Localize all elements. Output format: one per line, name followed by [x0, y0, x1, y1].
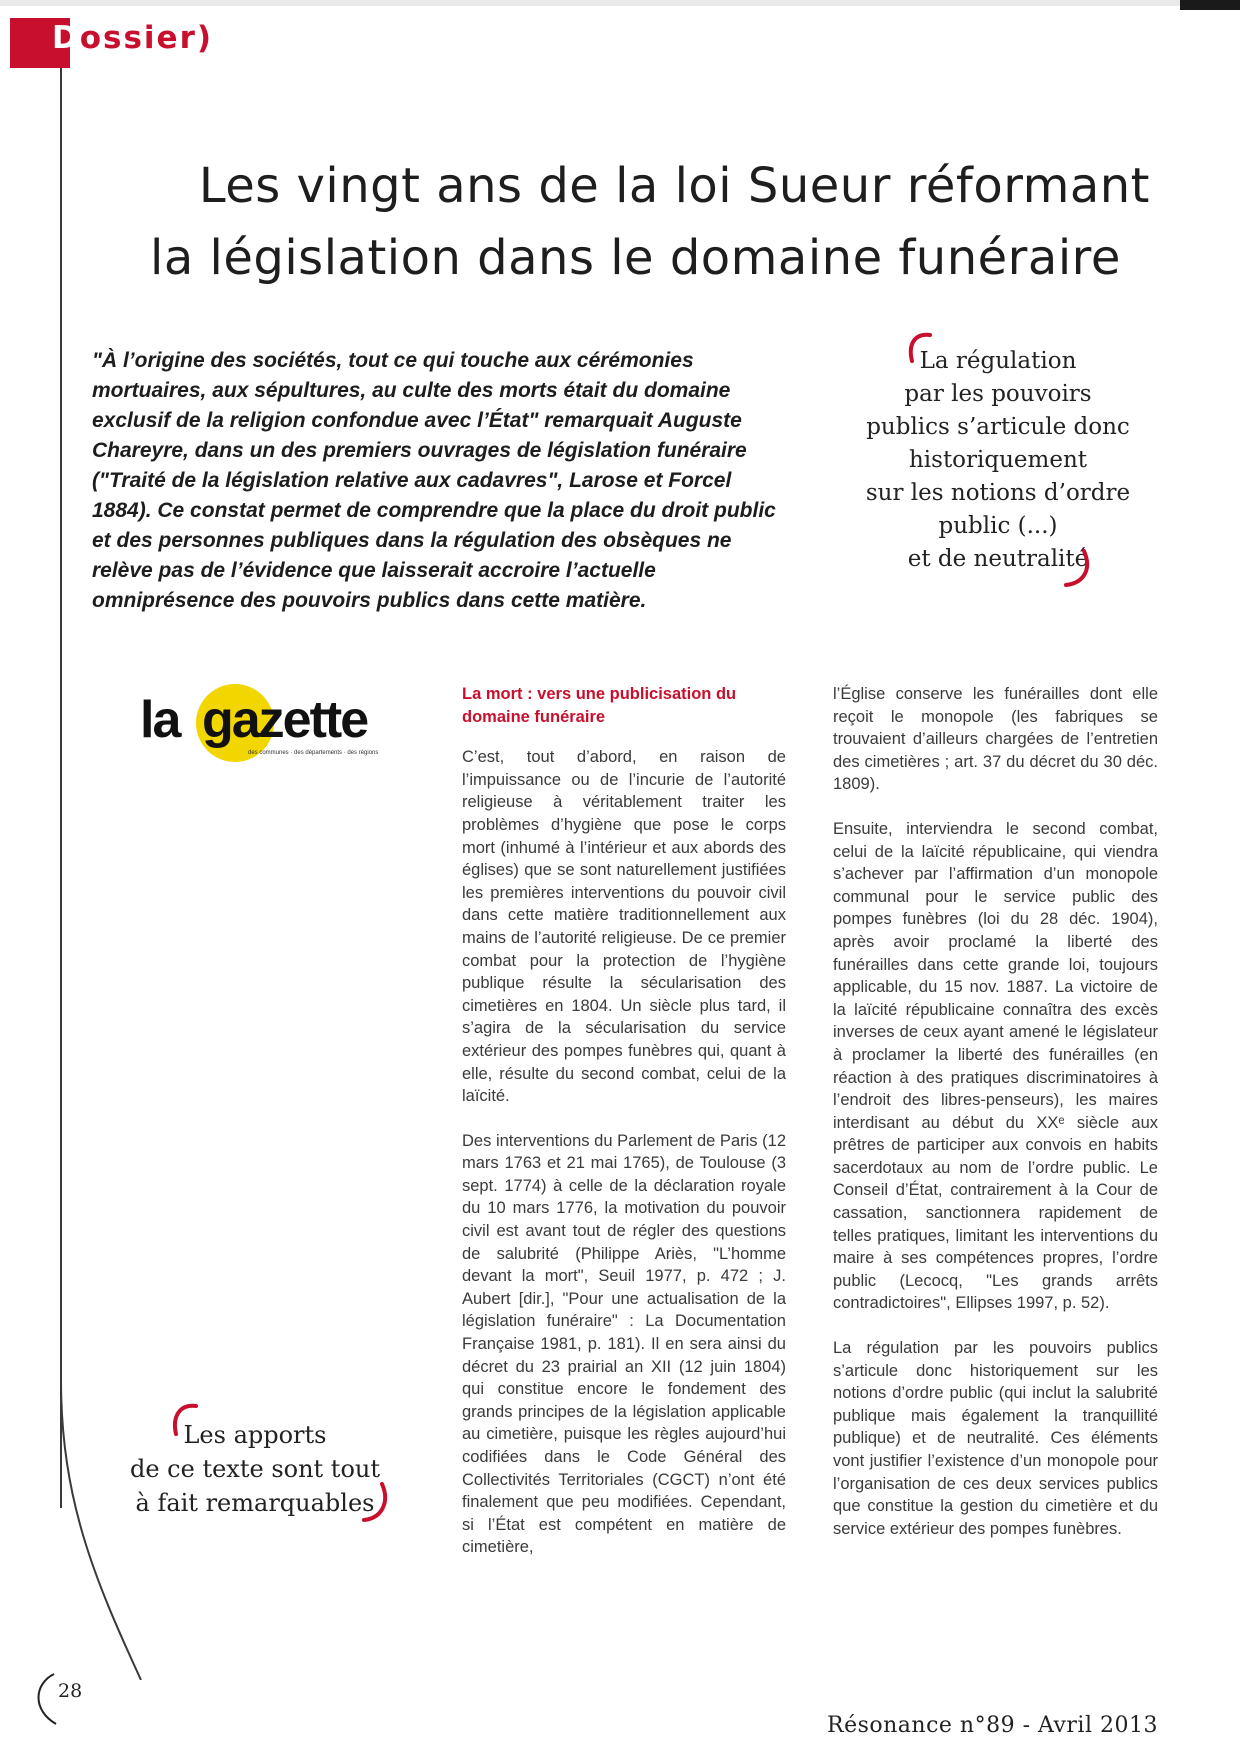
logo-word-gazette: gazette	[202, 691, 368, 749]
pullquote-top-line-3: publics s’articule donc	[866, 414, 1130, 440]
open-quote-icon	[168, 1402, 200, 1438]
section-subheading: La mort : vers une publicisation du domaine funéraire	[462, 685, 737, 726]
top-corner-mark	[1180, 0, 1240, 10]
pullquote-top	[838, 345, 1158, 576]
close-quote-icon	[1062, 549, 1096, 589]
logo-word-la: la	[140, 691, 180, 749]
title-line-2: la législation dans le domaine funéraire	[150, 230, 1121, 286]
body-column-3	[833, 683, 1158, 1562]
section-label-initial: D	[52, 20, 80, 56]
article-title	[150, 150, 1150, 294]
pullquote-bottom-line-3: à fait remarquables	[135, 1489, 375, 1517]
issue-footer: Résonance n°89 - Avril 2013	[827, 1713, 1158, 1738]
close-quote-icon	[360, 1482, 394, 1524]
top-border	[0, 0, 1240, 6]
body-paragraph: l’Église conserve les funérailles dont elle reçoit le monopole (les fabriques se trouvaient d’ailleurs chargées de l’entretien des cimetières ; art. 37 du décret du 30 déc. 1809).	[833, 685, 1158, 794]
body-column-2	[462, 683, 786, 1581]
pullquote-top-line-5: sur les notions d’ordre	[865, 480, 1131, 506]
lead-paragraph: "À l’origine des sociétés, tout ce qui touche aux cérémonies mortuaires, aux sépultures, au culte des morts était du domaine exclusif de la religion confondue avec l’État" remarquait Auguste Chareyre, dans un des premiers ouvrages de législation funéraire ("Traité de la législation relative aux cadavres", Larose et Forcel 1884). Ce constat permet de comprendre que la place du droit public et des personnes publiques dans la régulation des obsèques ne relève pas de l’évidence que laisserait accroire l’actuelle omniprésence des pouvoirs publics dans cette matière.	[92, 349, 776, 612]
pullquote-bottom-line-2: de ce texte sont tout	[129, 1455, 381, 1483]
pullquote-top-line-4: historiquement	[908, 447, 1088, 473]
la-gazette-logo	[140, 680, 380, 780]
page-number: 28	[58, 1680, 83, 1702]
pullquote-top-line-1: La régulation	[919, 348, 1077, 374]
open-quote-icon	[904, 331, 934, 365]
left-margin-rule	[60, 68, 62, 1508]
section-label	[52, 20, 213, 56]
pullquote-bottom	[110, 1418, 400, 1520]
pullquote-bottom-line-1: Les apports	[183, 1421, 327, 1449]
pullquote-top-line-2: par les pouvoirs	[904, 381, 1092, 407]
pullquote-top-line-7: et de neutralité	[907, 546, 1089, 572]
page-number-bracket	[30, 1670, 60, 1730]
section-label-rest: ossier)	[79, 20, 214, 56]
body-paragraph: La régulation par les pouvoirs publics s’articule donc historiquement sur les notions d’ordre public (qui inclut la salubrité publique mais également la tranquillité publique) et de neutralité. Ces éléments vont justifier l’existence d’un monopole pour l’organisation de ces deux services publics que constitue la gestion du cimetière et du service extérieur des pompes funèbres.	[833, 1339, 1158, 1538]
title-line-1: Les vingt ans de la loi Sueur réformant	[198, 158, 1150, 214]
body-paragraph: C’est, tout d’abord, en raison de l’impuissance ou de l’incurie de l’autorité religieuse à véritablement traiter les problèmes d’hygiène que pose le corps mort (inhumé à l’intérieur et aux abords des églises) que se sont naturellement justifiées les premières interventions du pouvoir civil dans cette matière traditionnellement aux mains de l’autorité religieuse. De ce premier combat pour la protection de l’hygiène publique résulte la sécularisation des cimetières en 1804. Un siècle plus tard, il s’agira de la sécularisation du service extérieur des pompes funèbres qui, quant à elle, résulte du second combat, celui de la laïcité.	[462, 748, 786, 1106]
body-paragraph: Des interventions du Parlement de Paris (12 mars 1763 et 21 mai 1765), de Toulouse (3 sept. 1774) à celle de la déclaration royale du 10 mars 1776, la motivation du pouvoir civil est avant tout de régler des questions de salubrité (Philippe Ariès, "L’homme devant la mort", Seuil 1977, p. 472 ; J. Aubert [dir.], "Pour une actualisation de la législation funéraire" : La Documentation Française 1981, p. 181). Il en sera ainsi du décret du 23 prairial an XII (12 juin 1804) qui constitue encore le fondement des grands principes de la législation applicable au cimetière, puisque les règles aujourd’hui codifiées dans le Code Général des Collectivités Territoriales (CGCT) n’ont été finalement que peu modifiées. Cependant, si l’État est compétent en matière de cimetière,	[462, 1131, 786, 1557]
body-paragraph: Ensuite, interviendra le second combat, celui de la laïcité républicaine, qui viendra s’achever par l’affirmation d’un monopole communal pour le service public des pompes funèbres (loi du 28 déc. 1904), après avoir proclamé la liberté des funérailles dans cette grande loi, toujours applicable, du 15 nov. 1887. La victoire de la laïcité républicaine connaîtra des excès inverses de ceux ayant amené le législateur à proclamer la liberté des funérailles (en réaction à des pratiques discriminatoires à l’endroit des libres-penseurs), les maires interdisant au début du XXᵉ siècle aux prêtres de participer aux convois en habits sacerdotaux au nom de l’ordre public. Le Conseil d’État, contrairement à la Cour de cassation, sanctionnera rapidement de telles pratiques, limitant les interventions du maire à ses compétences propres, l’ordre public (Lecocq, "Les grands arrêts contradictoires", Ellipses 1997, p. 52).	[833, 819, 1158, 1313]
logo-tagline: des communes · des départements · des régions	[248, 750, 379, 756]
pullquote-top-line-6: public (...)	[938, 513, 1058, 539]
